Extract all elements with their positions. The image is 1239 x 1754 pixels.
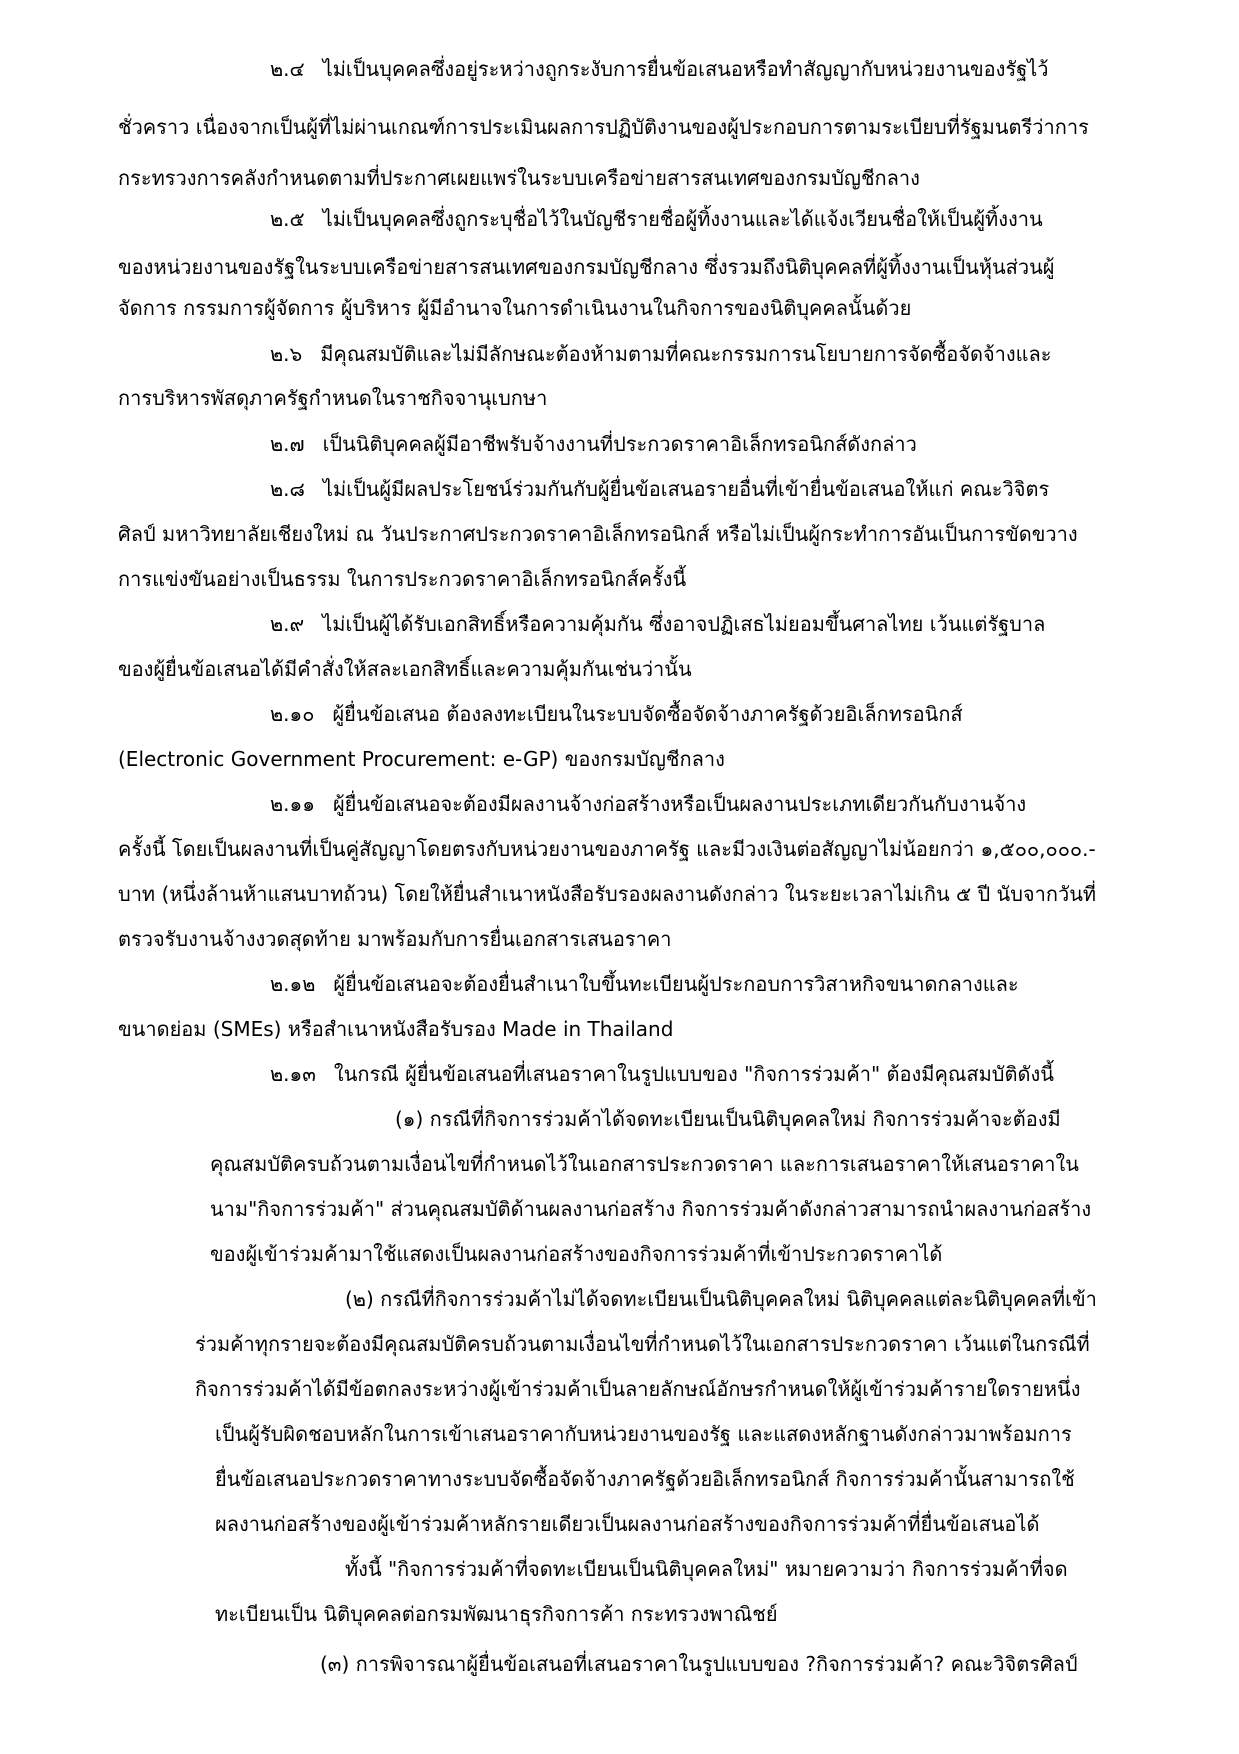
- clause-number: ๒.๑๐: [270, 702, 315, 726]
- clause-text: ไม่เป็นบุคคลซึ่งอยู่ระหว่างถูกระงับการยื่นข้อเสนอหรือทำสัญญากับหน่วยงานของรัฐไว้: [322, 57, 1049, 81]
- clause-text: เป็นนิติบุคคลผู้มีอาชีพรับจ้างงานที่ประกวดราคาอิเล็กทรอนิกส์ดังกล่าว: [322, 432, 917, 456]
- clause-2-11-line-4: ตรวจรับงานจ้างงวดสุดท้าย มาพร้อมกับการยื่นเอกสารเสนอราคา: [118, 927, 672, 951]
- clause-2-5-line-1: [270, 205, 1043, 233]
- clause-2-11-line-1: [270, 790, 1026, 818]
- clause-number: ๒.๖: [270, 342, 303, 366]
- note-line-2: ทะเบียนเป็น นิติบุคคลต่อกรมพัฒนาธุรกิจการค้า กระทรวงพาณิชย์: [215, 1602, 778, 1626]
- subclause-1-line-1: (๑) กรณีที่กิจการร่วมค้าได้จดทะเบียนเป็นนิติบุคคลใหม่ กิจการร่วมค้าจะต้องมี: [395, 1107, 1061, 1131]
- clause-2-8-line-2: ศิลป์ มหาวิทยาลัยเชียงใหม่ ณ วันประกาศประกวดราคาอิเล็กทรอนิกส์ หรือไม่เป็นผู้กระทำการอันเป็นการขัดขวาง: [118, 522, 1078, 546]
- clause-text: มีคุณสมบัติและไม่มีลักษณะต้องห้ามตามที่คณะกรรมการนโยบายการจัดซื้อจัดจ้างและ: [320, 342, 1052, 366]
- clause-text: ผู้ยื่นข้อเสนอจะต้องยื่นสำเนาใบขึ้นทะเบียนผู้ประกอบการวิสาหกิจขนาดกลางและ: [333, 972, 1019, 996]
- subclause-1-line-4: ของผู้เข้าร่วมค้ามาใช้แสดงเป็นผลงานก่อสร้างของกิจการร่วมค้าที่เข้าประกวดราคาได้: [210, 1242, 943, 1266]
- clause-number: ๒.๑๑: [270, 792, 315, 816]
- subclause-1-line-2: คุณสมบัติครบถ้วนตามเงื่อนไขที่กำหนดไว้ในเอกสารประกวดราคา และการเสนอราคาให้เสนอราคาใน: [210, 1152, 1079, 1176]
- clause-2-13-line-1: [270, 1060, 1054, 1088]
- clause-number: ๒.๑๒: [270, 972, 316, 996]
- note-line-1: ทั้งนี้ "กิจการร่วมค้าที่จดทะเบียนเป็นนิติบุคคลใหม่" หมายความว่า กิจการร่วมค้าที่จด: [345, 1557, 1068, 1581]
- clause-2-4-line-2: ชั่วคราว เนื่องจากเป็นผู้ที่ไม่ผ่านเกณฑ์การประเมินผลการปฏิบัติงานของผู้ประกอบการตามระเบียบที่รัฐมนตรีว่าการ: [118, 115, 1089, 139]
- clause-2-4-line-1: [270, 55, 1049, 83]
- clause-2-12-line-1: [270, 970, 1019, 998]
- clause-2-11-line-2: ครั้งนี้ โดยเป็นผลงานที่เป็นคู่สัญญาโดยตรงกับหน่วยงานของภาครัฐ และมีวงเงินต่อสัญญาไม่น้อยกว่า ๑,๕๐๐,๐๐๐.-: [118, 837, 1096, 861]
- clause-2-9-line-1: [270, 610, 1045, 638]
- clause-number: ๒.๕: [270, 207, 305, 231]
- clause-2-8-line-3: การแข่งขันอย่างเป็นธรรม ในการประกวดราคาอิเล็กทรอนิกส์ครั้งนี้: [118, 567, 687, 591]
- clause-2-8-line-1: [270, 475, 1049, 503]
- clause-2-10-line-1: [270, 700, 963, 728]
- clause-text: ไม่เป็นบุคคลซึ่งถูกระบุชื่อไว้ในบัญชีรายชื่อผู้ทิ้งงานและได้แจ้งเวียนชื่อให้เป็นผู้ทิ้งงาน: [322, 207, 1043, 231]
- clause-2-9-line-2: ของผู้ยื่นข้อเสนอได้มีคำสั่งให้สละเอกสิทธิ์และความคุ้มกันเช่นว่านั้น: [118, 657, 692, 681]
- subclause-2-line-4: เป็นผู้รับผิดชอบหลักในการเข้าเสนอราคากับหน่วยงานของรัฐ และแสดงหลักฐานดังกล่าวมาพร้อมการ: [215, 1422, 1072, 1446]
- clause-2-6-line-2: การบริหารพัสดุภาครัฐกำหนดในราชกิจจานุเบกษา: [118, 386, 548, 410]
- clause-2-5-line-3: จัดการ กรรมการผู้จัดการ ผู้บริหาร ผู้มีอำนาจในการดำเนินงานในกิจการของนิติบุคคลนั้นด้วย: [118, 296, 912, 320]
- clause-2-4-line-3: กระทรวงการคลังกำหนดตามที่ประกาศเผยแพร่ในระบบเครือข่ายสารสนเทศของกรมบัญชีกลาง: [118, 166, 920, 190]
- clause-2-12-line-2: ขนาดย่อม (SMEs) หรือสำเนาหนังสือรับรอง Made in Thailand: [118, 1017, 674, 1041]
- clause-number: ๒.๗: [270, 432, 305, 456]
- subclause-2-line-5: ยื่นข้อเสนอประกวดราคาทางระบบจัดซื้อจัดจ้างภาครัฐด้วยอิเล็กทรอนิกส์ กิจการร่วมค้านั้นสามารถใช้: [215, 1467, 1075, 1491]
- clause-text: ในกรณี ผู้ยื่นข้อเสนอที่เสนอราคาในรูปแบบของ "กิจการร่วมค้า" ต้องมีคุณสมบัติดังนี้: [333, 1062, 1054, 1086]
- clause-number: ๒.๙: [270, 612, 305, 636]
- clause-text: ผู้ยื่นข้อเสนอ ต้องลงทะเบียนในระบบจัดซื้อจัดจ้างภาครัฐด้วยอิเล็กทรอนิกส์: [332, 702, 963, 726]
- clause-number: ๒.๘: [270, 477, 305, 501]
- subclause-2-line-6: ผลงานก่อสร้างของผู้เข้าร่วมค้าหลักรายเดียวเป็นผลงานก่อสร้างของกิจการร่วมค้าที่ยื่นข้อเสนอได้: [215, 1512, 1040, 1536]
- subclause-1-line-3: นาม"กิจการร่วมค้า" ส่วนคุณสมบัติด้านผลงานก่อสร้าง กิจการร่วมค้าดังกล่าวสามารถนำผลงานก่อสร้าง: [210, 1197, 1092, 1221]
- clause-2-11-line-3: บาท (หนึ่งล้านห้าแสนบาทถ้วน) โดยให้ยื่นสำเนาหนังสือรับรองผลงานดังกล่าว ในระยะเวลาไม่เกิน ๕ ปี นับจากวันที่: [118, 882, 1097, 906]
- clause-number: ๒.๑๓: [270, 1062, 316, 1086]
- subclause-3-line-1: (๓) การพิจารณาผู้ยื่นข้อเสนอที่เสนอราคาในรูปแบบของ ?กิจการร่วมค้า? คณะวิจิตรศิลป์: [320, 1652, 1078, 1676]
- clause-2-7-line-1: [270, 430, 917, 458]
- subclause-2-line-1: (๒) กรณีที่กิจการร่วมค้าไม่ได้จดทะเบียนเป็นนิติบุคคลใหม่ นิติบุคคลแต่ละนิติบุคคลที่เข้า: [345, 1287, 1097, 1311]
- clause-2-5-line-2: ของหน่วยงานของรัฐในระบบเครือข่ายสารสนเทศของกรมบัญชีกลาง ซึ่งรวมถึงนิติบุคคลที่ผู้ทิ้งงานเป็นหุ้นส่วนผู้: [118, 255, 1055, 279]
- clause-2-10-line-2: (Electronic Government Procurement: e-GP) ของกรมบัญชีกลาง: [118, 747, 725, 771]
- clause-text: ผู้ยื่นข้อเสนอจะต้องมีผลงานจ้างก่อสร้างหรือเป็นผลงานประเภทเดียวกันกับงานจ้าง: [332, 792, 1027, 816]
- clause-number: ๒.๔: [270, 57, 305, 81]
- clause-text: ไม่เป็นผู้มีผลประโยชน์ร่วมกันกับผู้ยื่นข้อเสนอรายอื่นที่เข้ายื่นข้อเสนอให้แก่ คณะวิจิตร: [322, 477, 1050, 501]
- subclause-2-line-2: ร่วมค้าทุกรายจะต้องมีคุณสมบัติครบถ้วนตามเงื่อนไขที่กำหนดไว้ในเอกสารประกวดราคา เว้นแต่ในกรณีที่: [195, 1332, 1090, 1356]
- clause-2-6-line-1: [270, 340, 1052, 368]
- clause-text: ไม่เป็นผู้ได้รับเอกสิทธิ์หรือความคุ้มกัน ซึ่งอาจปฏิเสธไม่ยอมขึ้นศาลไทย เว้นแต่รัฐบาล: [322, 612, 1046, 636]
- subclause-2-line-3: กิจการร่วมค้าได้มีข้อตกลงระหว่างผู้เข้าร่วมค้าเป็นลายลักษณ์อักษรกำหนดให้ผู้เข้าร่วมค้ารายใดรายหนึ่ง: [195, 1377, 1081, 1401]
